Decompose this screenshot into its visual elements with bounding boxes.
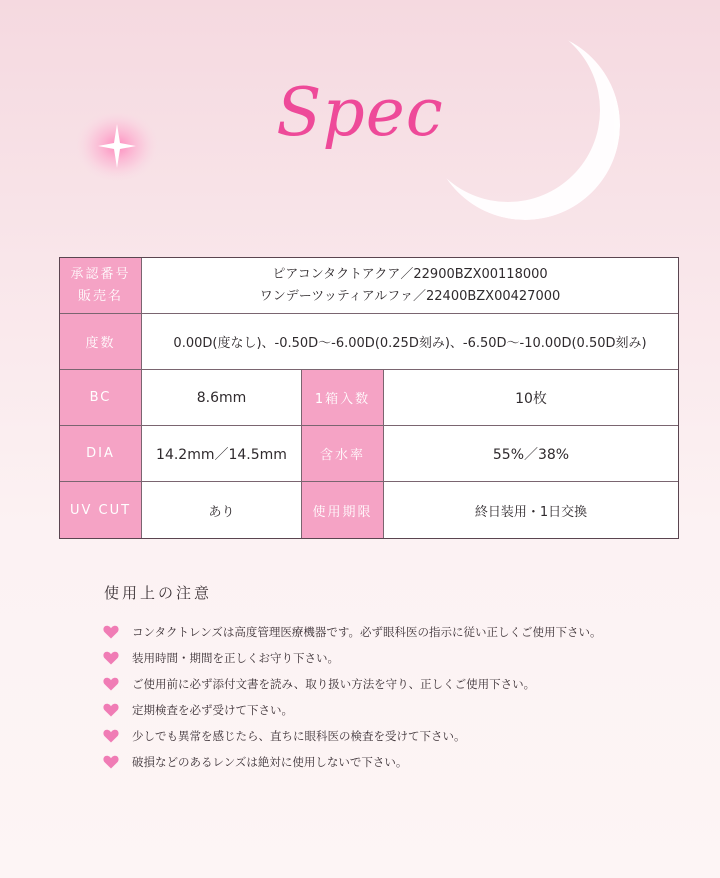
note-text: 少しでも異常を感じたら、直ちに眼科医の検査を受けて下さい。 (132, 729, 466, 743)
approval-label-line2: 販売名 (77, 288, 123, 304)
table-row (60, 426, 678, 482)
heart-icon (103, 677, 119, 691)
period-label: 使用期限 (301, 482, 383, 538)
list-item (103, 645, 601, 671)
bc-value: 8.6mm (141, 370, 301, 425)
dia-label: DIA (60, 426, 141, 481)
spec-table (59, 257, 679, 539)
note-text: 装用時間・期間を正しくお守り下さい。 (132, 651, 339, 665)
table-row (60, 370, 678, 426)
uv-value: あり (141, 482, 301, 538)
heart-icon (103, 729, 119, 743)
power-label: 度数 (60, 314, 141, 369)
list-item (103, 723, 601, 749)
heart-icon (103, 755, 119, 769)
note-text: ご使用前に必ず添付文書を読み、取り扱い方法を守り、正しくご使用下さい。 (132, 677, 536, 691)
approval-value-line2: ワンデーツッティアルファ／22400BZX00427000 (259, 288, 561, 304)
note-text: 破損などのあるレンズは絶対に使用しないで下さい。 (132, 755, 408, 769)
list-item (103, 619, 601, 645)
heart-icon (103, 625, 119, 639)
approval-value (141, 258, 678, 313)
table-row (60, 314, 678, 370)
power-value: 0.00D(度なし)、-0.50D～-6.00D(0.25D刻み)、-6.50D～-10.00D(0.50D刻み) (141, 314, 678, 369)
approval-value-line1: ピアコンタクトアクア／22900BZX00118000 (272, 266, 548, 282)
approval-label (60, 258, 141, 313)
notes-title: 使用上の注意 (104, 584, 213, 602)
period-value: 終日装用・1日交換 (383, 482, 678, 538)
box-label: 1箱入数 (301, 370, 383, 425)
uv-label: UV CUT (60, 482, 141, 538)
heart-icon (103, 703, 119, 717)
table-row (60, 258, 678, 314)
dia-value: 14.2mm／14.5mm (141, 426, 301, 481)
table-row (60, 482, 678, 538)
page-title: Spec (276, 74, 444, 151)
approval-label-line1: 承認番号 (70, 266, 131, 282)
note-text: コンタクトレンズは高度管理医療機器です。必ず眼科医の指示に従い正しくご使用下さい。 (132, 625, 602, 639)
heart-icon (103, 651, 119, 665)
list-item (103, 697, 601, 723)
water-label: 含水率 (301, 426, 383, 481)
notes-list (103, 619, 601, 775)
list-item (103, 749, 601, 775)
list-item (103, 671, 601, 697)
box-value: 10枚 (383, 370, 678, 425)
bc-label: BC (60, 370, 141, 425)
note-text: 定期検査を必ず受けて下さい。 (132, 703, 293, 717)
water-value: 55%／38% (383, 426, 678, 481)
